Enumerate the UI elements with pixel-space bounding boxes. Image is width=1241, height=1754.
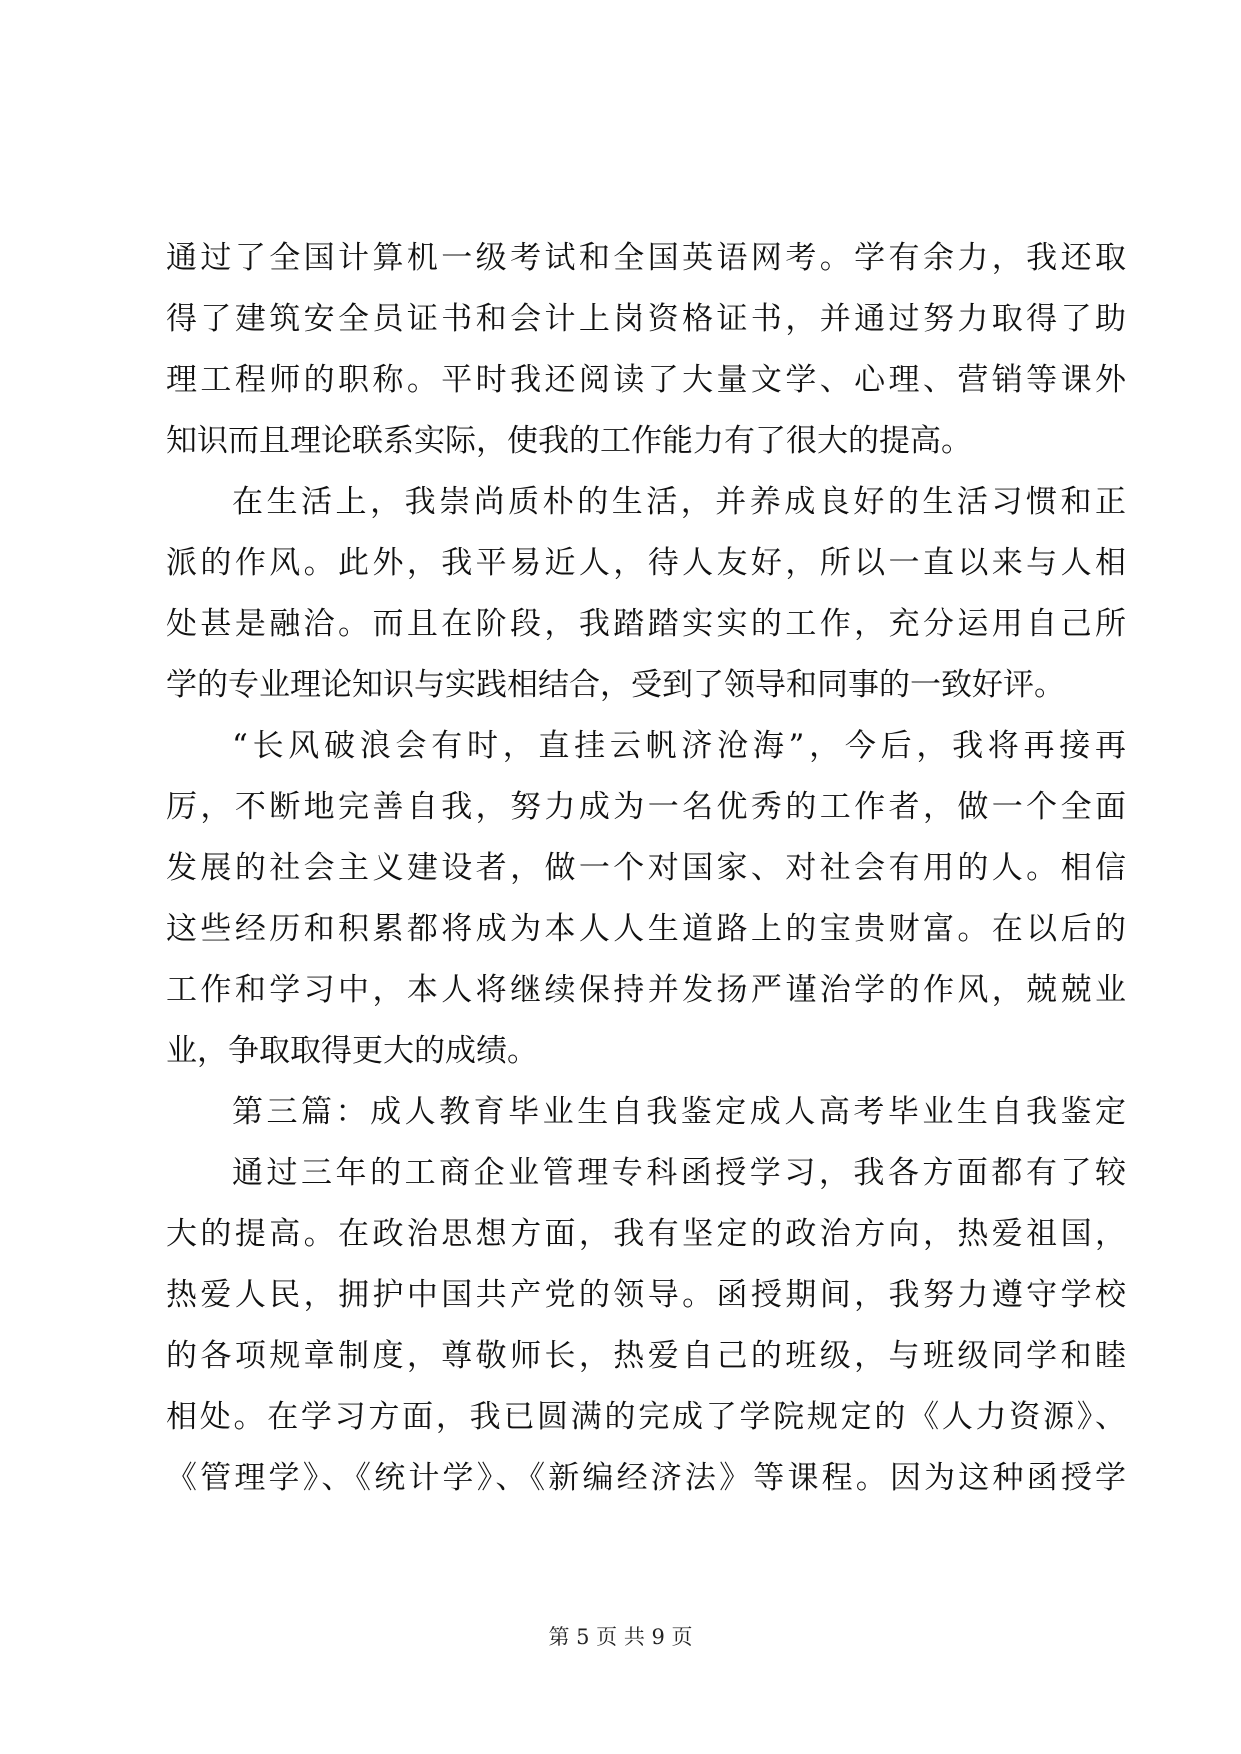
text-line-2: 得了建筑安全员证书和会计上岗资格证书，并通过努力取得了助 — [166, 301, 1126, 337]
text-line-4: 知识而且理论联系实际，使我的工作能力有了很大的提高。 — [166, 423, 972, 459]
text-line-10: 厉，不断地完善自我，努力成为一名优秀的工作者，做一个全面 — [166, 789, 1126, 825]
text-line-14: 业，争取取得更大的成绩。 — [166, 1033, 538, 1069]
text-line-18: 热爱人民，拥护中国共产党的领导。函授期间，我努力遵守学校 — [166, 1277, 1126, 1313]
text-line-21: 《管理学》、《统计学》、《新编经济法》等课程。因为这种函授学 — [166, 1460, 1126, 1496]
document-body — [166, 228, 1126, 1509]
text-line-8: 学的专业理论知识与实践相结合，受到了领导和同事的一致好评。 — [166, 667, 1065, 703]
text-line-11: 发展的社会主义建设者，做一个对国家、对社会有用的人。相信 — [166, 850, 1126, 886]
text-line-5: 在生活上，我崇尚质朴的生活，并养成良好的生活习惯和正 — [232, 484, 1126, 520]
text-line-19: 的各项规章制度，尊敬师长，热爱自己的班级，与班级同学和睦 — [166, 1338, 1126, 1374]
text-line-16: 通过三年的工商企业管理专科函授学习，我各方面都有了较 — [232, 1155, 1126, 1191]
text-line-6: 派的作风。此外，我平易近人，待人友好，所以一直以来与人相 — [166, 545, 1126, 581]
section-heading: 第三篇：成人教育毕业生自我鉴定成人高考毕业生自我鉴定 — [232, 1094, 1126, 1130]
text-line-17: 大的提高。在政治思想方面，我有坚定的政治方向，热爱祖国， — [166, 1216, 1126, 1252]
text-line-13: 工作和学习中，本人将继续保持并发扬严谨治学的作风，兢兢业 — [166, 972, 1126, 1008]
text-line-3: 理工程师的职称。平时我还阅读了大量文学、心理、营销等课外 — [166, 362, 1126, 398]
text-line-9: “长风破浪会有时，直挂云帆济沧海”，今后，我将再接再 — [232, 728, 1126, 764]
text-line-7: 处甚是融洽。而且在阶段，我踏踏实实的工作，充分运用自己所 — [166, 606, 1126, 642]
page-number-footer: 第 5 页 共 9 页 — [548, 1625, 693, 1649]
text-line-20: 相处。在学习方面，我已圆满的完成了学院规定的《人力资源》、 — [166, 1399, 1126, 1435]
text-line-1: 通过了全国计算机一级考试和全国英语网考。学有余力，我还取 — [166, 240, 1126, 276]
text-line-12: 这些经历和积累都将成为本人人生道路上的宝贵财富。在以后的 — [166, 911, 1126, 947]
